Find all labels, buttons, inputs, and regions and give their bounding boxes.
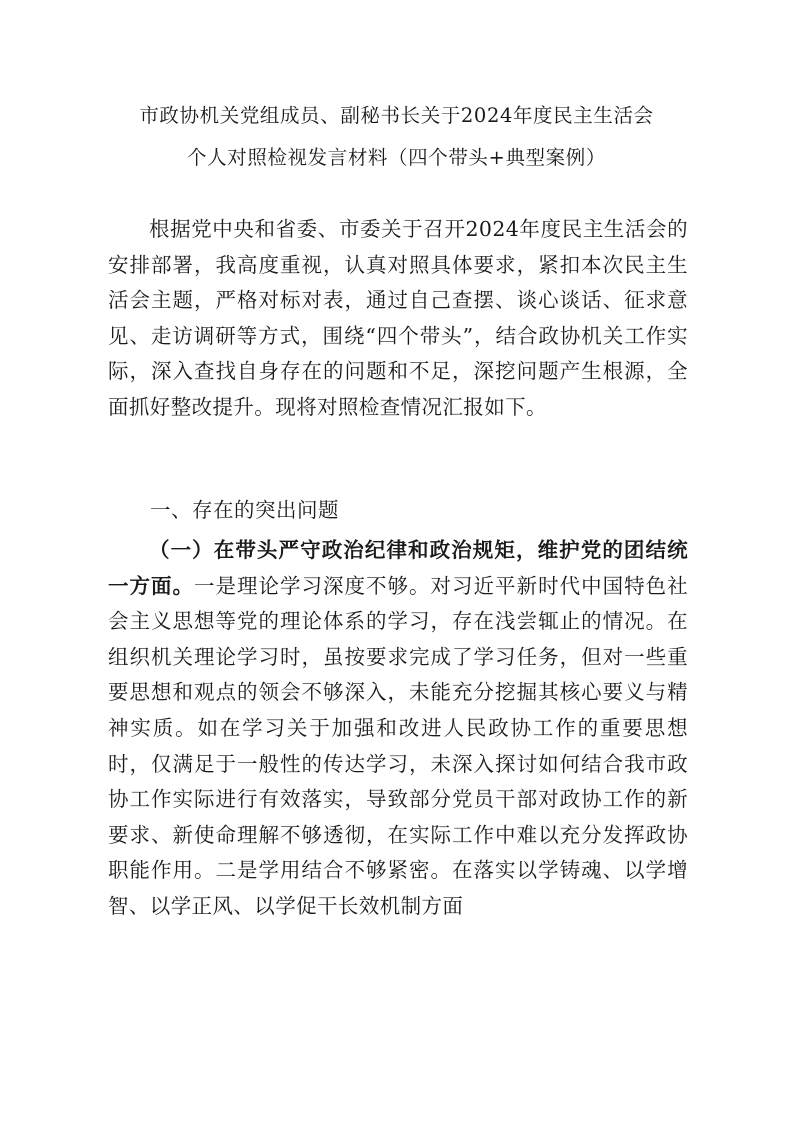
intro-paragraph: 根据党中央和省委、市委关于召开2024年度民主生活会的安排部署，我高度重视，认真对照具体要求，紧扣本次民主生活会主题，严格对标对表，通过自己查摆、谈心谈话、征求意见、走访调研等方式，围绕“四个带头”，结合政协机关工作实际，深入查找自身存在的问题和不足，深挖问题产生根源，全面抓好整改提升。现将对照检查情况汇报如下。 [108, 217, 688, 419]
document-title-line-2: 个人对照检视发言材料（四个带头+典型案例） [187, 146, 606, 169]
document-title-line-1: 市政协机关党组成员、副秘书长关于2024年度民主生活会 [139, 104, 654, 127]
section-heading-1: 一、存在的突出问题 [150, 498, 339, 522]
subsection-body-1: 一是理论学习深度不够。对习近平新时代中国特色社会主义思想等党的理论体系的学习，存在浅尝辄止的情况。在组织机关理论学习时，虽按要求完成了学习任务，但对一些重要思想和观点的领会不够深入，未能充分挖掘其核心要义与精神实质。如在学习关于加强和改进人民政协工作的重要思想时，仅满足于一般性的传达学习，未深入探讨如何结合我市政协工作实际进行有效落实，导致部分党员干部对政协工作的新要求、新使命理解不够透彻，在实际工作中难以充分发挥政协职能作用。二是学用结合不够紧密。在落实以学铸魂、以学增智、以学正风、以学促干长效机制方面 [108, 573, 688, 918]
subsection-heading-1: （一）在带头严守政治纪律和政治规矩，维护党的团结统一方面。 [108, 538, 688, 598]
subsection-paragraph-1 [108, 533, 688, 925]
